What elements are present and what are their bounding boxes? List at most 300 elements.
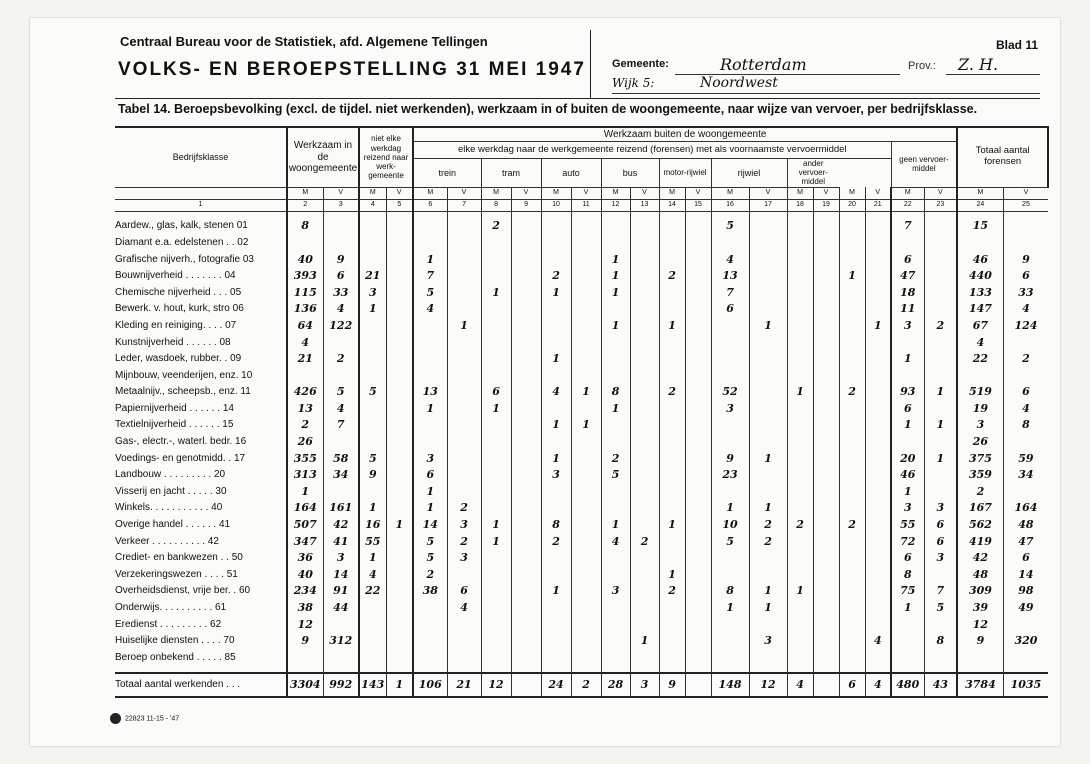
cell-col-25 [1003,483,1048,500]
cell-col-9 [511,350,541,367]
cell-col-20 [839,632,865,649]
cell-col-10: 3 [541,466,571,483]
cell-col-19 [813,632,839,649]
row-label: Textielnijverheid . . . . . . 15 [115,419,234,431]
cell-col-19 [813,234,839,251]
cell-col-17 [749,483,787,500]
table-row [115,450,1048,467]
row-label: Bouwnijverheid . . . . . . . 04 [115,270,236,282]
cell-col-15 [685,466,711,483]
cell-col-13 [630,284,659,301]
cell-col-11 [571,367,601,384]
cell-col-10 [541,483,571,500]
colnum-12: 12 [601,199,630,211]
cell-col-11 [571,549,601,566]
cell-col-23 [924,466,957,483]
cell-col-25: 6 [1003,267,1048,284]
row-label: Gas-, electr.-, waterl. bedr. 16 [115,436,247,448]
cell-col-15 [685,367,711,384]
cell-col-2 [287,234,323,251]
colnum-9: 9 [511,199,541,211]
cell-col-21 [865,566,891,583]
cell-col-16: 1 [711,500,749,517]
header-divider [590,30,591,98]
cell-col-21 [865,649,891,666]
cell-col-12: 1 [601,284,630,301]
cell-col-4 [359,251,386,268]
cell-col-6: 1 [413,400,447,417]
cell-col-12 [601,616,630,633]
cell-col-18 [787,616,813,633]
colnum-20: 20 [839,199,865,211]
cell-col-17 [749,218,787,235]
cell-col-11 [571,466,601,483]
cell-col-12 [601,500,630,517]
cell-col-20 [839,483,865,500]
cell-col-9 [511,466,541,483]
table-row [115,583,1048,600]
cell-col-14 [659,417,685,434]
col-m-4: M [359,187,386,199]
cell-col-8 [481,433,511,450]
cell-col-5 [386,384,413,401]
cell-col-3 [323,234,359,251]
cell-col-4: 3 [359,284,386,301]
cell-col-10: 8 [541,516,571,533]
cell-col-17 [749,566,787,583]
cell-col-7 [447,400,481,417]
cell-col-18 [787,400,813,417]
cell-col-23 [924,284,957,301]
cell-col-2: 9 [287,632,323,649]
cell-col-23 [924,334,957,351]
cell-col-3: 5 [323,384,359,401]
cell-col-10 [541,566,571,583]
cell-col-19 [813,433,839,450]
spacer-cell [511,666,541,673]
cell-col-22: 1 [891,483,924,500]
cell-col-5 [386,417,413,434]
cell-col-24: 3 [957,417,1003,434]
cell-col-14 [659,234,685,251]
cell-col-14 [659,599,685,616]
cell-col-22: 1 [891,350,924,367]
cell-col-20 [839,317,865,334]
cell-col-8 [481,367,511,384]
cell-col-25: 4 [1003,400,1048,417]
colnum-24: 24 [957,199,1003,211]
cell-col-19 [813,284,839,301]
cell-col-25: 6 [1003,384,1048,401]
cell-col-8 [481,450,511,467]
cell-col-8 [481,350,511,367]
cell-col-10 [541,251,571,268]
cell-col-23: 3 [924,500,957,517]
col-v-5: V [386,187,413,199]
cell-col-9 [511,599,541,616]
cell-col-5 [386,317,413,334]
cell-col-7 [447,384,481,401]
cell-col-5 [386,218,413,235]
cell-col-24: 4 [957,334,1003,351]
cell-col-14 [659,649,685,666]
cell-col-6: 38 [413,583,447,600]
cell-col-9 [511,649,541,666]
cell-col-12 [601,218,630,235]
cell-col-24: 419 [957,533,1003,550]
cell-col-7 [447,417,481,434]
colnum-5: 5 [386,199,413,211]
census-table [115,126,1048,698]
cell-col-7 [447,483,481,500]
cell-col-20 [839,251,865,268]
cell-col-3: 58 [323,450,359,467]
cell-col-21 [865,367,891,384]
row-label: Diamant e.a. edelstenen . . 02 [115,236,249,248]
cell-col-6 [413,317,447,334]
table-row [115,566,1048,583]
province-value: Z. H. [958,55,999,74]
cell-col-16: 7 [711,284,749,301]
cell-col-17 [749,417,787,434]
cell-col-10 [541,500,571,517]
cell-col-7: 3 [447,549,481,566]
cell-col-15 [685,533,711,550]
cell-col-15 [685,583,711,600]
cell-col-13 [630,549,659,566]
cell-col-10: 4 [541,384,571,401]
cell-col-9 [511,284,541,301]
cell-col-25: 4 [1003,301,1048,318]
row-label: Winkels. . . . . . . . . . . 40 [115,502,223,514]
col-elke-werkdag: elke werkdag naar de werkgemeente reizend (forensen) met als voornaamste vervoermiddel [413,142,891,159]
cell-col-25: 164 [1003,500,1048,517]
cell-col-24: 15 [957,218,1003,235]
cell-col-21 [865,267,891,284]
cell-col-23: 2 [924,317,957,334]
cell-col-13: 1 [630,632,659,649]
cell-col-24 [957,649,1003,666]
cell-col-6 [413,367,447,384]
cell-col-7 [447,334,481,351]
row-label: Kleding en reiniging. . . . 07 [115,319,237,331]
cell-col-14 [659,533,685,550]
cell-col-4: 22 [359,583,386,600]
table-row [115,384,1048,401]
colnum-7: 7 [447,199,481,211]
cell-col-8 [481,267,511,284]
cell-col-9 [511,483,541,500]
cell-col-20 [839,566,865,583]
cell-col-12: 3 [601,583,630,600]
cell-col-19 [813,301,839,318]
spacer-cell [413,666,447,673]
cell-col-12: 1 [601,251,630,268]
cell-col-17 [749,466,787,483]
header-rule [115,98,1040,99]
cell-col-10 [541,632,571,649]
cell-col-2: 40 [287,251,323,268]
table-row [115,400,1048,417]
cell-col-5 [386,632,413,649]
cell-col-22: 75 [891,583,924,600]
cell-col-23: 3 [924,549,957,566]
cell-col-5 [386,367,413,384]
cell-col-13 [630,400,659,417]
cell-col-10: 2 [541,533,571,550]
cell-col-20 [839,500,865,517]
cell-col-22: 11 [891,301,924,318]
cell-col-13: 3 [630,673,659,697]
cell-col-17: 1 [749,317,787,334]
cell-col-12 [601,301,630,318]
cell-col-16: 8 [711,583,749,600]
cell-col-23 [924,649,957,666]
cell-col-15 [685,234,711,251]
cell-col-11 [571,566,601,583]
cell-col-17: 2 [749,516,787,533]
col-werkzaam-in: Werkzaam in de woongemeente [287,127,359,187]
cell-col-3 [323,367,359,384]
cell-col-6 [413,350,447,367]
cell-col-11 [571,234,601,251]
cell-col-22 [891,234,924,251]
cell-col-19 [813,466,839,483]
cell-col-18 [787,483,813,500]
cell-col-12: 1 [601,400,630,417]
cell-col-16: 13 [711,267,749,284]
colnum-14: 14 [659,199,685,211]
cell-col-25: 2 [1003,350,1048,367]
colnum-19: 19 [813,199,839,211]
cell-col-3: 4 [323,400,359,417]
cell-col-24: 519 [957,384,1003,401]
row-label: Verzekeringswezen . . . . 51 [115,568,238,580]
cell-col-18 [787,433,813,450]
cell-col-23: 1 [924,417,957,434]
cell-col-10 [541,218,571,235]
cell-col-14 [659,218,685,235]
col-v-3: V [323,187,359,199]
cell-col-17 [749,400,787,417]
cell-col-8 [481,251,511,268]
cell-col-9 [511,516,541,533]
cell-col-7 [447,433,481,450]
cell-col-3: 2 [323,350,359,367]
cell-col-2: 38 [287,599,323,616]
row-label: Crediet- en bankwezen . . 50 [115,552,243,564]
cell-col-5 [386,549,413,566]
cell-col-13 [630,251,659,268]
cell-col-9 [511,234,541,251]
cell-col-11 [571,583,601,600]
cell-col-5 [386,500,413,517]
cell-col-12 [601,549,630,566]
cell-col-2: 64 [287,317,323,334]
cell-col-24: 46 [957,251,1003,268]
cell-col-4 [359,317,386,334]
cell-col-3 [323,649,359,666]
table-row [115,350,1048,367]
cell-col-11 [571,251,601,268]
cell-col-24: 3784 [957,673,1003,697]
cell-col-11 [571,450,601,467]
cell-col-22: 72 [891,533,924,550]
cell-col-6 [413,632,447,649]
cell-col-8 [481,334,511,351]
cell-col-16: 148 [711,673,749,697]
col-m-14: M [659,187,685,199]
cell-col-24: 12 [957,616,1003,633]
cell-col-13 [630,433,659,450]
cell-col-17 [749,433,787,450]
cell-col-7 [447,251,481,268]
cell-col-22 [891,367,924,384]
cell-col-13 [630,583,659,600]
cell-col-4 [359,234,386,251]
spacer-cell [630,666,659,673]
cell-col-20: 1 [839,267,865,284]
cell-col-25: 98 [1003,583,1048,600]
table-row [115,516,1048,533]
cell-col-2: 36 [287,549,323,566]
cell-col-14 [659,334,685,351]
cell-col-18: 4 [787,673,813,697]
cell-col-10: 1 [541,350,571,367]
cell-col-23: 6 [924,516,957,533]
cell-col-25: 33 [1003,284,1048,301]
cell-col-21 [865,599,891,616]
cell-col-19 [813,417,839,434]
spacer-cell [359,666,386,673]
cell-col-23 [924,301,957,318]
cell-col-4: 1 [359,549,386,566]
row-label: Papiernijverheid . . . . . . 14 [115,402,234,414]
cell-col-8: 1 [481,400,511,417]
cell-col-3: 312 [323,632,359,649]
cell-col-21 [865,583,891,600]
cell-col-23: 5 [924,599,957,616]
cell-col-17 [749,267,787,284]
cell-col-4 [359,616,386,633]
cell-col-12 [601,649,630,666]
cell-col-21 [865,234,891,251]
spacer-cell [571,666,601,673]
cell-col-25 [1003,367,1048,384]
cell-col-14: 1 [659,317,685,334]
cell-col-8 [481,616,511,633]
cell-col-24: 167 [957,500,1003,517]
cell-col-14: 1 [659,516,685,533]
cell-col-25: 9 [1003,251,1048,268]
row-label: Chemische nijverheid . . . 05 [115,286,242,298]
spacer-cell [749,666,787,673]
cell-col-2: 136 [287,301,323,318]
cell-col-20 [839,367,865,384]
cell-col-6 [413,218,447,235]
cell-col-6: 1 [413,483,447,500]
cell-col-5 [386,649,413,666]
cell-col-17: 2 [749,533,787,550]
cell-col-15 [685,218,711,235]
cell-col-16 [711,234,749,251]
cell-col-14 [659,433,685,450]
col-m-22: M [891,187,924,199]
cell-col-9 [511,632,541,649]
cell-col-25: 59 [1003,450,1048,467]
cell-col-7 [447,632,481,649]
cell-col-9 [511,533,541,550]
cell-col-13 [630,317,659,334]
cell-col-20: 6 [839,673,865,697]
cell-col-25: 320 [1003,632,1048,649]
cell-col-4 [359,334,386,351]
col-mode-motorrijwiel: motor-rijwiel [659,159,711,188]
table-row [115,251,1048,268]
cell-col-17 [749,384,787,401]
col-mode-rijwiel: rijwiel [711,159,787,188]
col-v-7: V [447,187,481,199]
cell-col-13 [630,417,659,434]
cell-col-7: 21 [447,673,481,697]
cell-col-21: 4 [865,673,891,697]
cell-col-12: 4 [601,533,630,550]
cell-col-16 [711,350,749,367]
cell-col-10 [541,334,571,351]
census-title: VOLKS- EN BEROEPSTELLING 31 MEI 1947 [118,59,586,80]
row-label: Totaal aantal werkenden . . . [115,673,287,697]
cell-col-21 [865,400,891,417]
cell-col-2: 234 [287,583,323,600]
cell-col-6 [413,616,447,633]
cell-col-18 [787,649,813,666]
cell-col-23: 6 [924,533,957,550]
cell-col-25: 47 [1003,533,1048,550]
cell-col-21 [865,616,891,633]
cell-col-22: 55 [891,516,924,533]
cell-col-2: 393 [287,267,323,284]
cell-col-5 [386,483,413,500]
cell-col-7 [447,566,481,583]
cell-col-20: 2 [839,516,865,533]
cell-col-18 [787,450,813,467]
cell-col-7 [447,649,481,666]
cell-col-15 [685,649,711,666]
cell-col-25 [1003,616,1048,633]
cell-col-10 [541,616,571,633]
cell-col-16: 52 [711,384,749,401]
cell-col-25: 14 [1003,566,1048,583]
cell-col-4: 16 [359,516,386,533]
cell-col-25: 1035 [1003,673,1048,697]
colnum-4: 4 [359,199,386,211]
cell-col-2: 115 [287,284,323,301]
cell-col-15 [685,433,711,450]
cell-col-10 [541,234,571,251]
cell-col-21 [865,251,891,268]
cell-col-2: 355 [287,450,323,467]
row-label: Beroep onbekend . . . . . 85 [115,651,236,663]
spacer-cell [865,666,891,673]
table-row [115,334,1048,351]
cell-col-2: 8 [287,218,323,235]
col-v-23: V [924,187,957,199]
cell-col-13 [630,301,659,318]
cell-col-14: 2 [659,583,685,600]
cell-col-3: 3 [323,549,359,566]
spacer-cell [481,666,511,673]
cell-col-13 [630,616,659,633]
